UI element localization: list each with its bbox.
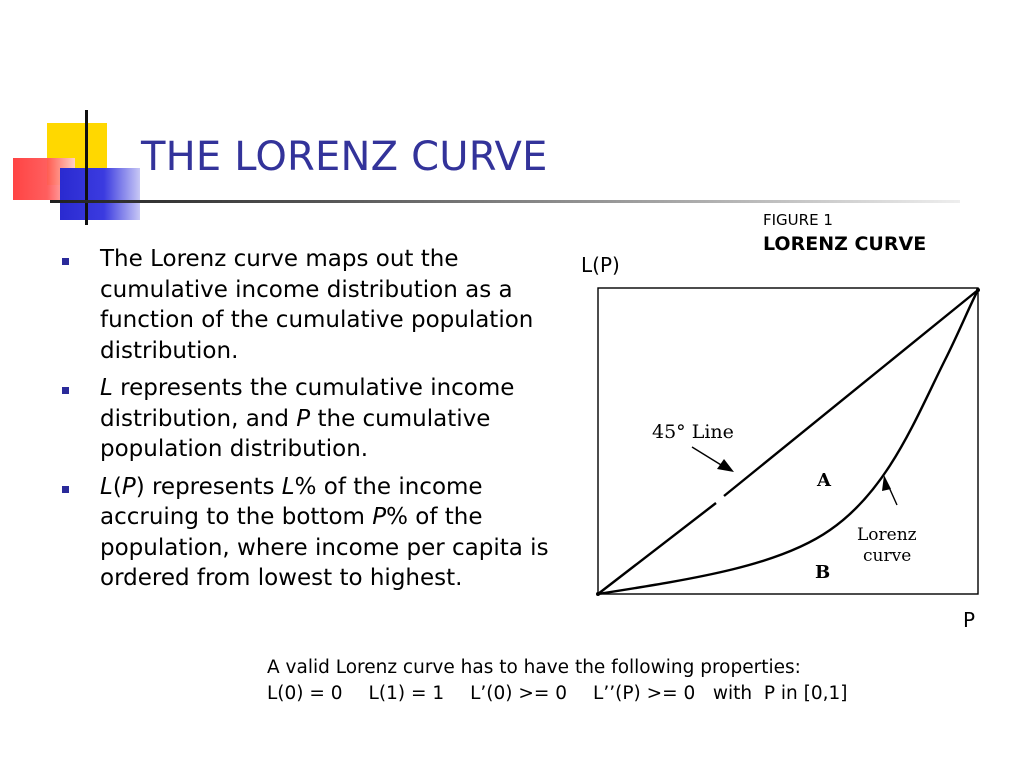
figure-number: FIGURE 1 <box>763 211 833 229</box>
properties-note <box>267 655 874 707</box>
property-item: L(0) = 0 <box>267 683 343 704</box>
curve-arrow-head-icon <box>882 475 891 491</box>
property-item: L’(0) >= 0 <box>470 683 568 704</box>
equality-line-upper <box>724 290 978 496</box>
equality-line-lower <box>598 503 716 594</box>
properties-list <box>267 681 874 707</box>
line-label: 45° Line <box>652 421 734 443</box>
curve-label-line1: Lorenz <box>857 525 917 545</box>
figure-title: LORENZ CURVE <box>763 233 927 255</box>
property-item: L(1) = 1 <box>368 683 445 704</box>
area-b-label: B <box>815 562 831 583</box>
origin-point <box>596 592 600 596</box>
area-a-label: A <box>817 470 831 491</box>
curve-label-line2: curve <box>863 546 912 566</box>
x-axis-label: P <box>963 608 976 632</box>
bullet-text: The Lorenz curve maps out the cumulative income distribution as a function of the cumulative population distribution. <box>100 246 534 364</box>
end-point <box>976 288 980 292</box>
properties-heading: A valid Lorenz curve has to have the following properties: <box>267 657 801 678</box>
slide-title: THE LORENZ CURVE <box>141 134 548 180</box>
line-arrow-head-icon <box>717 459 734 472</box>
bullet-text: L represents the cumulative income distribution, and P the cumulative population distribution. <box>100 375 515 462</box>
bullet-text: L(P) represents L% of the income accruing to the bottom P% of the population, where income per capita is ordered from lowest to highest. <box>100 473 549 591</box>
y-axis-label: L(P) <box>581 253 620 277</box>
property-item: L’’(P) >= 0 with P in [0,1] <box>593 683 848 704</box>
